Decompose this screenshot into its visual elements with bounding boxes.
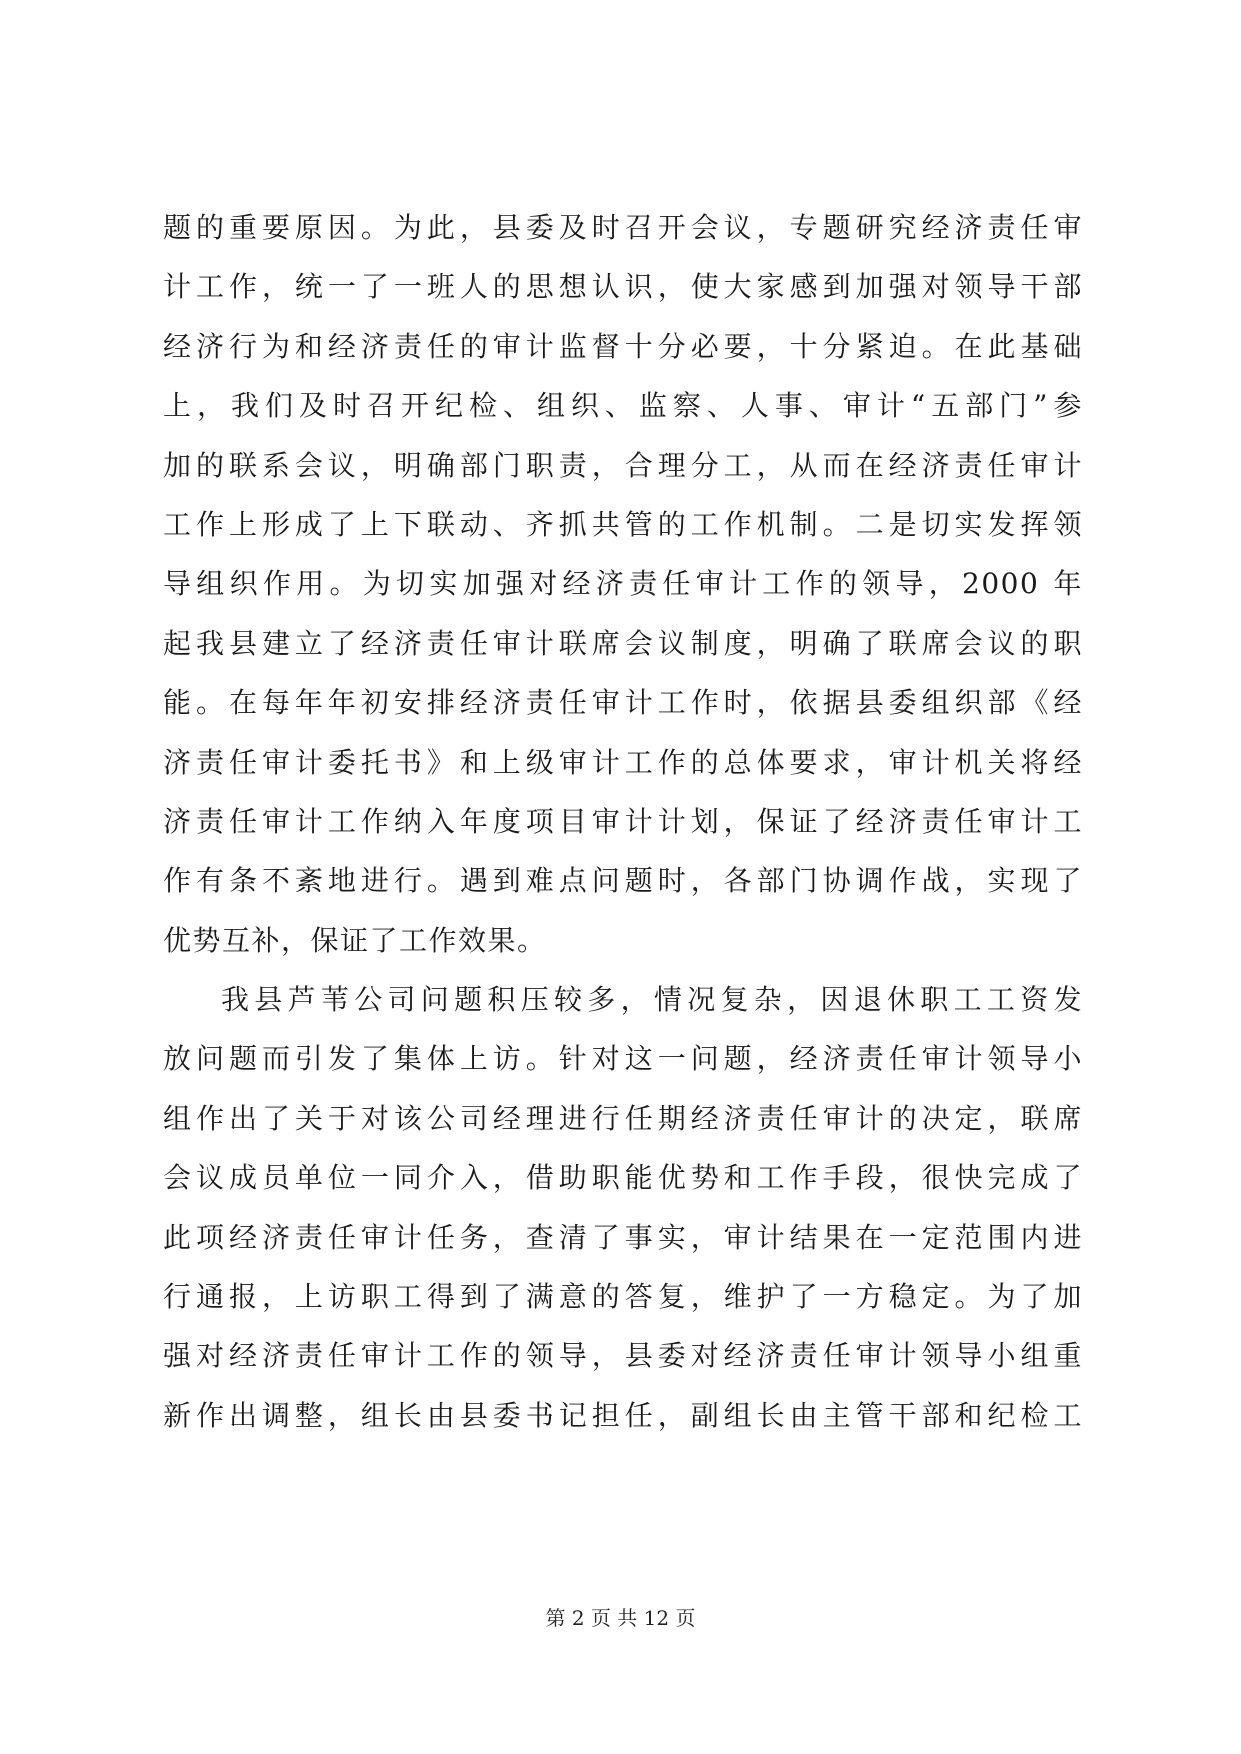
text-line: 上，我们及时召开纪检、组织、监察、人事、审计“五部门”参 [163,389,1083,423]
text-line: 我县芦苇公司问题积压较多，情况复杂，因退休职工工资发 [221,983,1083,1017]
body-text [163,198,1083,1445]
text-line: 工作上形成了上下联动、齐抓共管的工作机制。二是切实发挥领 [163,507,1083,541]
text-line: 优势互补，保证了工作效果。 [163,923,547,957]
text-line: 作有条不紊地进行。遇到难点问题时，各部门协调作战，实现了 [163,864,1083,898]
text-line: 新作出调整，组长由县委书记担任，副组长由主管干部和纪检工 [163,1398,1083,1432]
text-line: 强对经济责任审计工作的领导，县委对经济责任审计领导小组重 [163,1339,1083,1373]
text-line: 济责任审计工作纳入年度项目审计计划，保证了经济责任审计工 [163,804,1083,838]
text-line: 济责任审计委托书》和上级审计工作的总体要求，审计机关将经 [163,745,1083,779]
text-line: 此项经济责任审计任务，查清了事实，审计结果在一定范围内进 [163,1220,1083,1254]
text-line: 会议成员单位一同介入，借助职能优势和工作手段，很快完成了 [163,1161,1083,1195]
text-line: 计工作，统一了一班人的思想认识，使大家感到加强对领导干部 [163,270,1083,304]
text-line: 起我县建立了经济责任审计联席会议制度，明确了联席会议的职 [163,626,1083,660]
text-line: 组作出了关于对该公司经理进行任期经济责任审计的决定，联席 [163,1101,1083,1135]
text-line: 行通报，上访职工得到了满意的答复，维护了一方稳定。为了加 [163,1280,1083,1314]
text-line: 经济行为和经济责任的审计监督十分必要，十分紧迫。在此基础 [163,329,1083,363]
text-line: 题的重要原因。为此，县委及时召开会议，专题研究经济责任审 [163,211,1083,244]
text-line: 加的联系会议，明确部门职责，合理分工，从而在经济责任审计 [163,448,1083,482]
text-line: 导组织作用。为切实加强对经济责任审计工作的领导，2000 年 [163,567,1083,601]
text-line: 能。在每年年初安排经济责任审计工作时，依据县委组织部《经 [163,686,1083,720]
text-line: 放问题而引发了集体上访。针对这一问题，经济责任审计领导小 [163,1042,1083,1076]
page-number-footer: 第 2 页 共 12 页 [545,1606,696,1630]
